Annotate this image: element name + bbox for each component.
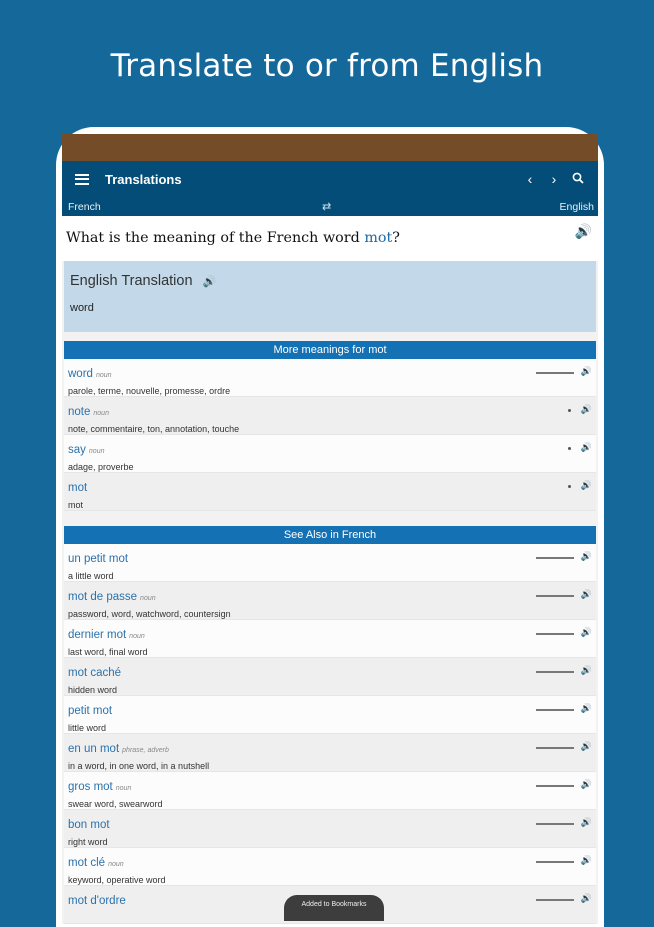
entry-term-line xyxy=(68,402,590,420)
list-item[interactable] xyxy=(64,658,596,696)
entry-gloss: right word xyxy=(68,837,108,847)
frequency-indicator xyxy=(536,785,574,787)
list-item[interactable] xyxy=(64,473,596,511)
frequency-indicator xyxy=(536,671,574,673)
part-of-speech: noun xyxy=(88,448,105,455)
entry-term[interactable]: word xyxy=(68,368,93,380)
entry-term[interactable]: mot de passe xyxy=(68,591,138,603)
speaker-icon[interactable]: 🔊 xyxy=(574,223,592,239)
list-item[interactable] xyxy=(64,582,596,620)
frequency-indicator xyxy=(568,447,571,450)
question-row xyxy=(62,216,598,261)
entry-term[interactable]: say xyxy=(68,444,86,456)
promo-headline: Translate to or from English xyxy=(110,48,544,84)
entry-term-line xyxy=(68,364,590,382)
see-also-list xyxy=(62,544,598,924)
list-item[interactable] xyxy=(64,810,596,848)
entry-gloss: little word xyxy=(68,723,107,733)
entry-term-line xyxy=(68,853,590,871)
entry-term[interactable]: mot clé xyxy=(68,857,106,869)
question-keyword: mot xyxy=(364,230,393,246)
translation-box xyxy=(64,261,596,332)
entry-gloss: a little word xyxy=(68,571,114,581)
frequency-indicator xyxy=(568,485,571,488)
toast-message: Added to Bookmarks xyxy=(284,895,384,921)
entry-term-line xyxy=(68,815,590,833)
speaker-icon[interactable]: 🔊 xyxy=(580,551,592,561)
question-text xyxy=(66,230,598,246)
entry-gloss: hidden word xyxy=(68,685,118,695)
speaker-icon[interactable]: 🔊 xyxy=(580,855,592,865)
speaker-icon[interactable]: 🔊 xyxy=(580,480,592,490)
speaker-icon[interactable]: 🔊 xyxy=(580,893,592,903)
frequency-indicator xyxy=(568,409,571,412)
part-of-speech: noun xyxy=(95,372,112,379)
entry-term-line xyxy=(68,739,590,757)
part-of-speech: noun xyxy=(115,785,132,792)
translation-value: word xyxy=(70,302,94,314)
language-bar xyxy=(62,197,598,216)
speaker-icon[interactable]: 🔊 xyxy=(580,404,592,414)
speaker-icon[interactable]: 🔊 xyxy=(580,442,592,452)
speaker-icon[interactable]: 🔊 xyxy=(580,741,592,751)
status-bar xyxy=(62,134,598,161)
entry-gloss: in a word, in one word, in a nutshell xyxy=(68,761,210,771)
entry-term[interactable]: mot caché xyxy=(68,667,122,679)
entry-term[interactable]: en un mot xyxy=(68,743,120,755)
translation-heading xyxy=(70,273,590,289)
entry-gloss: swear word, swearword xyxy=(68,799,163,809)
frequency-indicator xyxy=(536,557,574,559)
more-meanings-list xyxy=(62,359,598,517)
entry-term-line xyxy=(68,663,590,681)
entry-term[interactable]: petit mot xyxy=(68,705,113,717)
part-of-speech: noun xyxy=(93,410,109,417)
hamburger-menu-icon[interactable] xyxy=(75,174,89,185)
search-icon[interactable] xyxy=(566,171,590,187)
section-gap xyxy=(62,511,598,517)
frequency-indicator xyxy=(536,899,574,901)
target-language[interactable]: English xyxy=(559,200,594,213)
list-item[interactable] xyxy=(64,397,596,435)
entry-gloss: note, commentaire, ton, annotation, touche xyxy=(68,424,240,434)
entry-term-line xyxy=(68,701,590,719)
speaker-icon[interactable]: 🔊 xyxy=(580,665,592,675)
speaker-icon[interactable]: 🔊 xyxy=(202,276,217,288)
entry-term[interactable]: dernier mot xyxy=(68,629,127,641)
entry-gloss: parole, terme, nouvelle, promesse, ordre xyxy=(68,386,231,396)
frequency-indicator xyxy=(536,861,574,863)
speaker-icon[interactable]: 🔊 xyxy=(580,627,592,637)
part-of-speech: phrase, adverb xyxy=(122,747,169,754)
app-bar xyxy=(62,161,598,197)
frequency-indicator xyxy=(536,633,574,635)
swap-languages-icon[interactable]: ⇄ xyxy=(322,201,332,213)
entry-term[interactable]: gros mot xyxy=(68,781,113,793)
frequency-indicator xyxy=(536,747,574,749)
frequency-indicator xyxy=(536,709,574,711)
entry-gloss: password, word, watchword, countersign xyxy=(68,609,231,619)
see-also-header: See Also in French xyxy=(64,526,596,544)
back-chevron-icon[interactable]: ‹ xyxy=(527,171,533,187)
list-item[interactable] xyxy=(64,544,596,582)
entry-term-line xyxy=(68,478,590,496)
part-of-speech: noun xyxy=(140,595,156,602)
list-item[interactable] xyxy=(64,359,596,397)
part-of-speech: noun xyxy=(108,861,124,868)
list-item[interactable] xyxy=(64,734,596,772)
frequency-indicator xyxy=(536,372,574,374)
more-meanings-header: More meanings for mot xyxy=(64,341,596,359)
question-suffix: ? xyxy=(392,230,400,246)
app-screen xyxy=(62,134,598,914)
entry-term-line xyxy=(68,549,590,567)
app-title: Translations xyxy=(105,171,182,187)
speaker-icon[interactable]: 🔊 xyxy=(580,589,592,599)
entry-term[interactable]: mot xyxy=(68,482,88,494)
frequency-indicator xyxy=(536,595,574,597)
translation-heading-label: English Translation xyxy=(70,273,193,289)
list-item[interactable] xyxy=(64,696,596,734)
entry-term[interactable]: un petit mot xyxy=(68,553,129,565)
frequency-indicator xyxy=(536,823,574,825)
list-item[interactable] xyxy=(64,848,596,886)
entry-term-line xyxy=(68,777,590,795)
question-prefix: What is the meaning of the French word xyxy=(66,230,365,246)
list-item[interactable] xyxy=(64,772,596,810)
source-language[interactable]: French xyxy=(68,200,101,213)
entry-gloss: adage, proverbe xyxy=(68,462,134,472)
device-frame xyxy=(56,127,604,927)
entry-term-line xyxy=(68,625,590,643)
entry-gloss: keyword, operative word xyxy=(68,875,166,885)
speaker-icon[interactable]: 🔊 xyxy=(580,817,592,827)
speaker-icon[interactable]: 🔊 xyxy=(580,779,592,789)
list-item[interactable] xyxy=(64,435,596,473)
entry-term[interactable]: bon mot xyxy=(68,819,110,831)
entry-term[interactable]: mot d'ordre xyxy=(68,895,126,907)
entry-gloss: mot xyxy=(68,500,84,510)
part-of-speech: noun xyxy=(129,633,145,640)
entry-term[interactable]: note xyxy=(68,406,91,418)
entry-gloss: last word, final word xyxy=(68,647,148,657)
entry-term-line xyxy=(68,587,590,605)
content-area xyxy=(62,216,598,924)
speaker-icon[interactable]: 🔊 xyxy=(580,703,592,713)
list-item[interactable] xyxy=(64,620,596,658)
entry-term-line xyxy=(68,440,590,458)
speaker-icon[interactable]: 🔊 xyxy=(580,366,592,376)
forward-chevron-icon[interactable]: › xyxy=(551,171,557,187)
